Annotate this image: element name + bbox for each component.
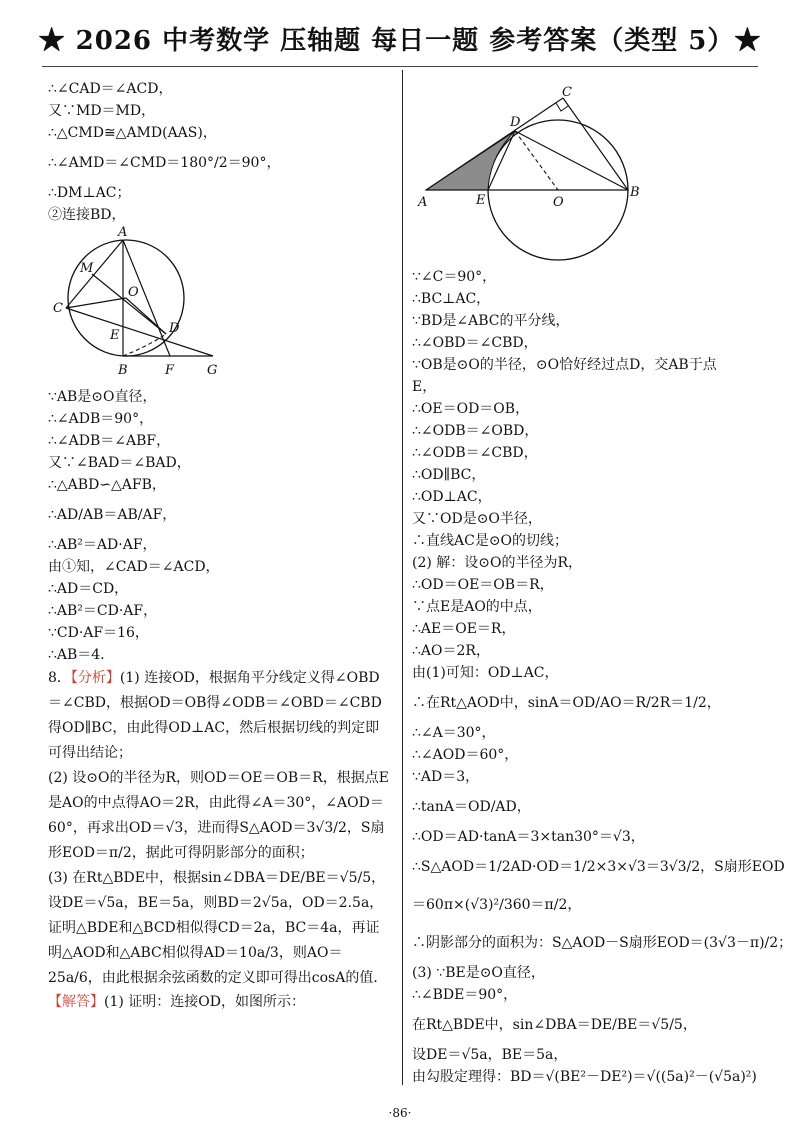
fig1-label: G xyxy=(207,363,218,378)
analysis-paragraph-3: (3) 在Rt△BDE中，根据sin∠DBA＝DE/BE＝√5/5，设DE＝√5a，BE＝5a，则BD＝2√5a，OD＝2.5a，证明△BDE和△BCD相似得CD＝2a，BC＝4a，再证明△AOD和△ABC相似得AD＝10a/3，则AO＝25a/6，由此根据余弦函数的定义即可得出cosA的值． xyxy=(48,870,388,986)
right-line: 设DE＝√5a，BE＝5a， xyxy=(412,1047,568,1063)
left-mid-line: 又∵∠BAD＝∠BAD， xyxy=(48,455,191,471)
page-number: ·86· xyxy=(388,1106,412,1120)
right-line: ∴OD∥BC， xyxy=(412,467,486,483)
left-top-line: ∴∠CAD＝∠ACD， xyxy=(48,81,173,97)
left-mid-line: ∴∠ADB＝∠ABF， xyxy=(48,433,171,449)
answer-tag: 【解答】 xyxy=(48,994,104,1010)
column-divider xyxy=(402,70,403,1085)
right-line: 由勾股定理得：BD＝√(BE²－DE²)＝√((5a)²－(√5a)²) xyxy=(412,1069,757,1085)
fig1-label: O xyxy=(128,285,139,300)
right-line: ∵BD是∠ABC的平分线， xyxy=(412,313,570,329)
right-line: ∴BC⊥AC， xyxy=(412,291,491,307)
fig1-label: A xyxy=(118,226,128,240)
fig2-line-db xyxy=(515,131,628,190)
fig2-label: B xyxy=(630,185,640,200)
left-top-line: ∴DM⊥AC； xyxy=(48,185,131,201)
left-mid-line: ∵AB是⊙O直径， xyxy=(48,389,157,405)
fig2-line-cb xyxy=(563,98,628,190)
left-mid-line: ∴△ABD∽△AFB， xyxy=(48,477,166,493)
page-header-title: ★ 2026 中考数学 压轴题 每日一题 参考答案（类型 5）★ xyxy=(38,26,762,56)
right-line: 在Rt△BDE中，sin∠DBA＝DE/BE＝√5/5， xyxy=(412,1017,697,1033)
answer-line xyxy=(48,991,393,1013)
right-line: ∴在Rt△AOD中，sinA＝OD/AO＝R/2R＝1/2， xyxy=(412,695,721,711)
analysis-paragraph-2: (2) 设⊙O的半径为R，则OD＝OE＝OB＝R，根据点E是AO的中点得AO＝2R，由此得∠A＝30°，∠AOD＝60°，再求出OD＝√3，进而得S△AOD＝3√3/2，S扇形EOD＝π/2，据此可得阴影部分的面积； xyxy=(48,770,389,861)
fig1-label: C xyxy=(53,301,63,316)
left-column xyxy=(48,78,393,1013)
right-line: ∴OD＝OE＝OB＝R， xyxy=(412,577,554,593)
left-top-line: 又∵MD＝MD， xyxy=(48,103,156,119)
right-line: ∴∠AOD＝60°， xyxy=(412,747,519,763)
left-top-line: ∴△CMD≅△AMD(AAS)， xyxy=(48,125,217,141)
right-line: 由(1)可知：OD⊥AC， xyxy=(412,665,559,681)
left-mid-line: ∴AB＝4． xyxy=(48,647,115,663)
left-top-line: ∴∠AMD＝∠CMD＝180°/2＝90°， xyxy=(48,155,281,171)
left-mid-line: ∴∠ADB＝90°， xyxy=(48,411,154,427)
right-line: ∵点E是AO的中点， xyxy=(412,599,542,615)
fig1-label: E xyxy=(110,328,120,343)
figure-1-slot xyxy=(48,226,393,386)
left-mid-line: 由①知，∠CAD＝∠ACD， xyxy=(48,559,220,575)
right-line: ∴∠OBD＝∠CBD， xyxy=(412,335,538,351)
right-line: ∵∠C＝90°， xyxy=(412,269,497,285)
fig2-label: E xyxy=(476,193,486,208)
fig2-label: C xyxy=(562,85,572,100)
left-mid-line: ∴AD＝CD， xyxy=(48,581,129,597)
problem-number: 8． xyxy=(48,670,71,686)
fig1-line-md xyxy=(92,274,166,334)
right-line: E， xyxy=(412,379,437,395)
fig2-right-angle-mark xyxy=(556,103,568,111)
left-mid-line: ∵CD·AF＝16， xyxy=(48,625,149,641)
fig1-line-ac xyxy=(66,240,123,308)
fig1-line-co xyxy=(66,298,126,308)
right-line: ∵OB是⊙O的半径，⊙O恰好经过点D，交AB于点 xyxy=(412,357,717,373)
right-line: (3) ∵BE是⊙O直径， xyxy=(412,965,545,981)
geometry-figure-1 xyxy=(48,226,228,384)
right-line: ∴OD⊥AC， xyxy=(412,489,492,505)
right-line: 又∵OD是⊙O半径， xyxy=(412,511,542,527)
right-line: ∴OD＝AD·tanA＝3×tan30°＝√3， xyxy=(412,829,645,845)
left-mid-line: ∴AD/AB＝AB/AF， xyxy=(48,507,177,523)
fig1-label: B xyxy=(118,363,128,378)
right-line: ∴直线AC是⊙O的切线； xyxy=(412,533,569,549)
fig1-label: F xyxy=(165,363,175,378)
header-rule xyxy=(42,66,758,67)
right-line: ∴阴影部分的面积为：S△AOD－S扇形EOD＝(3√3－π)/2； xyxy=(412,935,793,951)
fig2-label: D xyxy=(510,115,521,130)
right-line: ∴∠ODB＝∠CBD， xyxy=(412,445,538,461)
right-line: ∴tanA＝OD/AD， xyxy=(412,799,531,815)
right-line: ∴AE＝OE＝R， xyxy=(412,621,516,637)
fig2-label: O xyxy=(553,195,564,210)
analysis-tag: 【分析】 xyxy=(70,670,120,686)
left-mid-line: ∴AB²＝CD·AF， xyxy=(48,603,158,619)
geometry-figure-2 xyxy=(410,84,650,264)
right-line: ∴AO＝2R， xyxy=(412,643,490,659)
analysis-text-1: (1) 连接OD，根据角平分线定义得∠OBD＝∠CBD，根据OD＝OB得∠ODB＝∠OBD＝∠CBD得OD∥BC，由此得OD⊥AC，然后根据切线的判定即可得出结论； xyxy=(48,670,382,761)
fig1-label: M xyxy=(80,261,94,276)
fig1-line-od xyxy=(126,298,166,334)
fig1-label: D xyxy=(169,321,180,336)
right-line: ∴S△AOD＝1/2AD·OD＝1/2×3×√3＝3√3/2，S扇形EOD xyxy=(412,859,785,875)
right-line: ∴∠BDE＝90°， xyxy=(412,987,518,1003)
fig2-label: A xyxy=(418,195,428,210)
answer-text: (1) 证明：连接OD，如图所示： xyxy=(104,994,305,1010)
right-line: ＝60π×(√3)²/360＝π/2， xyxy=(412,897,582,913)
left-mid-line: ∴AB²＝AD·AF， xyxy=(48,537,157,553)
right-line: ∵AD＝3， xyxy=(412,769,480,785)
analysis-paragraph-1 xyxy=(48,666,393,766)
right-line: ∴∠ODB＝∠OBD， xyxy=(412,423,539,439)
right-line: ∴∠A＝30°， xyxy=(412,725,496,741)
right-line: ∴OE＝OD＝OB， xyxy=(412,401,530,417)
right-line: (2) 解：设⊙O的半径为R， xyxy=(412,555,583,571)
left-top-line: ②连接BD， xyxy=(48,207,126,223)
right-column xyxy=(412,266,793,1088)
fig2-line-do xyxy=(515,131,558,190)
